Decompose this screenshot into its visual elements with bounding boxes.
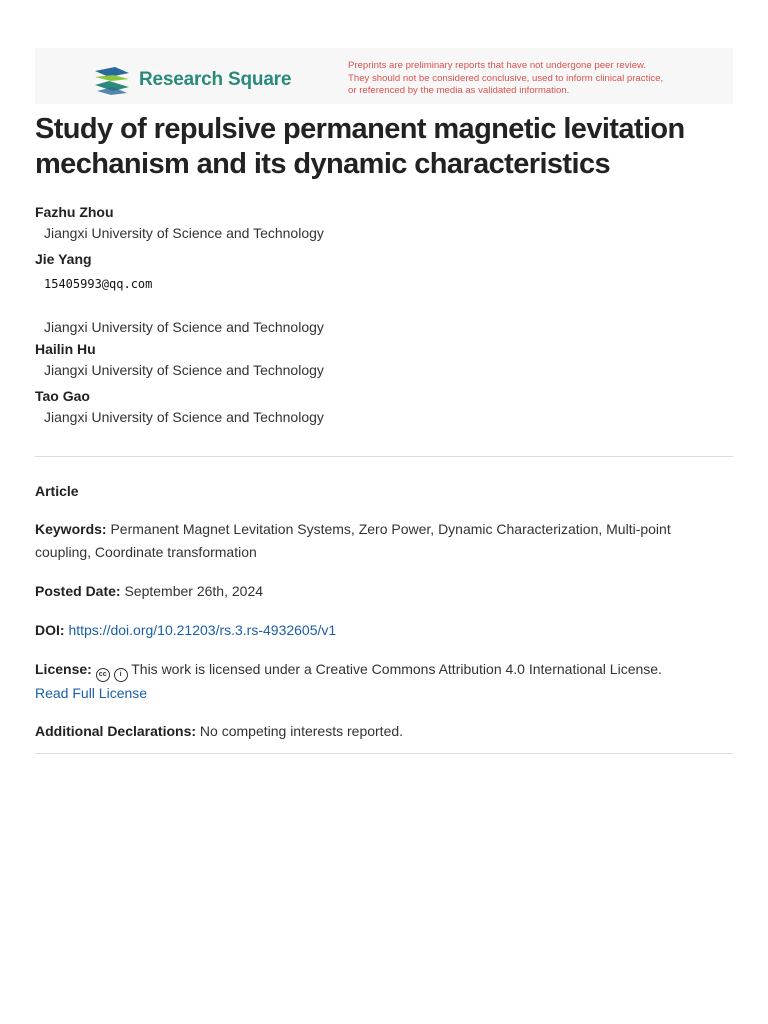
doi-row [35,619,725,642]
license-label: License: [35,661,92,677]
author-name: Tao Gao [35,388,90,404]
research-square-logo[interactable] [93,64,291,96]
paper-title: Study of repulsive permanent magnetic levitation mechanism and its dynamic characteristics [35,113,685,180]
preprint-banner [35,48,733,104]
logo-text: Research Square [139,69,292,90]
keywords-label: Keywords: [35,521,107,537]
notice-line: or referenced by the media as validated information. [348,85,570,96]
notice-line: Preprints are preliminary reports that have not undergone peer review. [348,60,647,71]
author-email[interactable]: 15405993@qq.com [44,277,153,291]
posted-date-label: Posted Date: [35,583,121,599]
declarations-row [35,720,725,743]
author-name: Hailin Hu [35,341,96,357]
article-type [35,480,725,503]
by-icon: i [114,668,128,682]
author-affiliation: Jiangxi University of Science and Technology [44,362,324,378]
section-divider [35,456,733,457]
preprint-notice [348,60,728,98]
posted-date-row [35,580,725,603]
article-type-label: Article [35,483,79,499]
declarations-value: No competing interests reported. [199,723,404,739]
author-list [35,202,735,429]
cc-icon: cc [96,668,110,682]
author-name: Jie Yang [35,251,92,267]
section-divider [35,753,733,754]
author-affiliation: Jiangxi University of Science and Technology [44,409,324,425]
logo-mark-icon [93,65,131,95]
posted-date-value: September 26th, 2024 [124,583,264,599]
doi-link[interactable]: https://doi.org/10.21203/rs.3.rs-4932605/v1 [68,622,337,638]
declarations-label: Additional Declarations: [35,723,197,739]
license-row [35,658,725,705]
read-full-license-link[interactable]: Read Full License [35,685,148,701]
notice-line: They should not be considered conclusive, used to inform clinical practice, [348,72,664,84]
keywords-row [35,518,725,564]
license-text: This work is licensed under a Creative Commons Attribution 4.0 International License. [131,661,662,677]
author-name: Fazhu Zhou [35,204,114,220]
doi-label: DOI: [35,622,65,638]
author-affiliation: Jiangxi University of Science and Technology [44,319,324,335]
author-affiliation: Jiangxi University of Science and Technology [44,225,324,241]
keywords-value: Permanent Magnet Levitation Systems, Zero Power, Dynamic Characterization, Multi-point coupling, Coordinate transformation [35,521,671,560]
